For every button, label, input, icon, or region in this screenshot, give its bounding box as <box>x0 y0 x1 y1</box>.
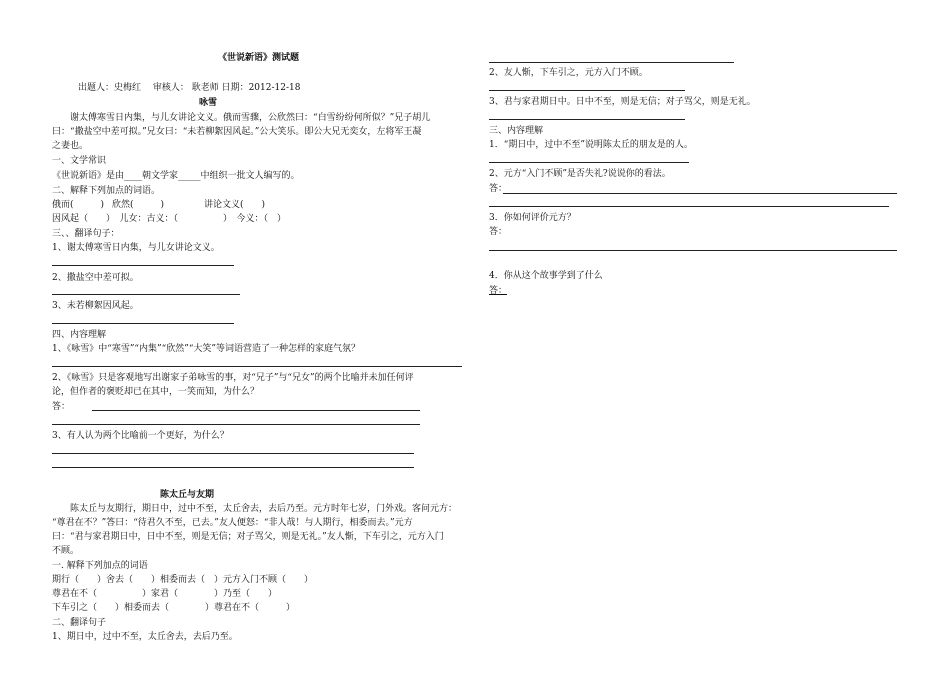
answer-line[interactable] <box>489 119 685 120</box>
s2-item-xinran: 欣然( ) <box>112 200 165 210</box>
p2-title: 二、翻译句子 <box>52 618 107 628</box>
p1-row1: 期行（ ）舍去（ ）相委而去（ ）元方入门不顾（ ） <box>52 575 314 585</box>
answer-line[interactable] <box>52 453 414 454</box>
answer-line[interactable] <box>52 366 462 367</box>
answer-line[interactable] <box>52 323 234 324</box>
answer-line[interactable] <box>489 162 689 163</box>
p3-c2: 2、元方“入门不顾”是否失礼?说说你的看法。 <box>489 169 671 179</box>
p3-c1: 1．“期日中，过中不至”说明陈太丘的朋友是的人。 <box>489 140 693 150</box>
s3-q2: 2、撒盐空中差可拟。 <box>52 273 139 283</box>
page-title: 《世说新语》测试题 <box>218 53 300 63</box>
s3-q3: 3、未若柳絮因风起。 <box>52 301 139 311</box>
answer-line[interactable] <box>489 90 685 91</box>
s2-item-jianglun: 讲论文义( ) <box>204 200 266 210</box>
answer-label: 答： <box>489 286 508 296</box>
passage2-line2: “尊君在不？”答曰：“待君久不至，已去。”友人便怒：“非人哉！与人期行，相委而去。”元方 <box>52 518 413 528</box>
passage2-line1: 陈太丘与友期行，期日中，过中不至，太丘舍去，去后乃至。元方时年七岁，门外戏。客问元方： <box>70 504 458 514</box>
p1-title: 一. 解释下列加点的词语 <box>52 561 148 571</box>
answer-line[interactable] <box>52 265 234 266</box>
s2-title: 二、解释下列加点的词语。 <box>52 186 161 196</box>
answer-line[interactable] <box>92 410 420 411</box>
p2-q3: 3、君与家君期日中。日中不至，则是无信；对子骂父，则是无礼。 <box>489 97 756 107</box>
s4-q2-line2: 论，但作者的褒贬却已在其中，一笑而知，为什么？ <box>52 387 260 397</box>
passage1-line2: 曰：“撒盐空中差可拟。”兄女曰：“未若柳絮因风起。”公大笑乐。即公大兄无奕女，左将军王凝 <box>52 127 422 137</box>
p3-title: 三、内容理解 <box>489 126 544 136</box>
p3-c3: 3．你如何评价元方？ <box>489 213 576 223</box>
p2-q1: 1、期日中，过中不至，太丘舍去，去后乃至。 <box>52 632 238 642</box>
p3-c4: 4．你从这个故事学到了什么 <box>489 271 603 281</box>
s4-q2-line1: 2、《咏雪》只是客观地写出谢家子弟咏雪的事，对“兄子”与“兄女”的两个比喻并未加任何评 <box>52 373 414 383</box>
s2-row2: 因风起（ ） 儿女：古义：（ ） 今义：（ ） <box>52 214 287 224</box>
passage2-line4: 不顾。 <box>52 546 80 556</box>
p2-q2: 2、友人惭，下车引之，元方入门不顾。 <box>489 68 648 78</box>
answer-line[interactable] <box>503 193 897 194</box>
poem-title: 咏雪 <box>199 98 218 108</box>
answer-line[interactable] <box>52 294 240 295</box>
s1-title: 一、文学常识 <box>52 156 107 166</box>
story-title: 陈太丘与友期 <box>160 490 215 500</box>
answer-line[interactable] <box>489 62 734 63</box>
answer-line[interactable] <box>52 467 414 468</box>
s4-q3: 3、有人认为两个比喻前一个更好，为什么？ <box>52 431 229 441</box>
answer-label: 答： <box>489 227 508 237</box>
passage2-line3: 曰：“君与家君期日中，日中不至，则是无信；对子骂父，则是无礼。”友人惭，下车引之，元方入门 <box>52 532 444 542</box>
answer-line[interactable] <box>489 206 889 207</box>
s4-q1: 1、《咏雪》中“寒雪”“内集”“欣然”“大笑”等词语营造了一种怎样的家庭气氛？ <box>52 344 361 354</box>
answer-line[interactable] <box>52 424 420 425</box>
s3-title: 三、、翻译句子： <box>52 229 120 239</box>
s4-title: 四、内容理解 <box>52 330 107 340</box>
answer-label: 答： <box>52 402 71 412</box>
p1-row2: 尊君在不（ ）家君（ ）乃至（ ） <box>52 589 278 599</box>
s1-question: 《世说新语》是由____朝文学家_____中组织一批文人编写的。 <box>52 171 300 181</box>
author-meta: 出题人：史梅红 审核人： 耿老师 日期：2012-12-18 <box>78 83 301 93</box>
answer-label: 答： <box>489 184 508 194</box>
s3-q1: 1、谢太傅寒雪日内集，与儿女讲论文义。 <box>52 243 220 253</box>
passage1-line3: 之妻也。 <box>52 141 89 151</box>
answer-line[interactable] <box>489 250 897 251</box>
p1-row3: 下车引之（ ）相委而去（ ）尊君在不（ ） <box>52 603 296 613</box>
s2-item-ee: 俄而( ) <box>52 200 105 210</box>
passage1-line1: 谢太傅寒雪日内集，与儿女讲论文义。俄而雪骤，公欣然曰：“白雪纷纷何所似？”兄子胡儿 <box>70 113 431 123</box>
